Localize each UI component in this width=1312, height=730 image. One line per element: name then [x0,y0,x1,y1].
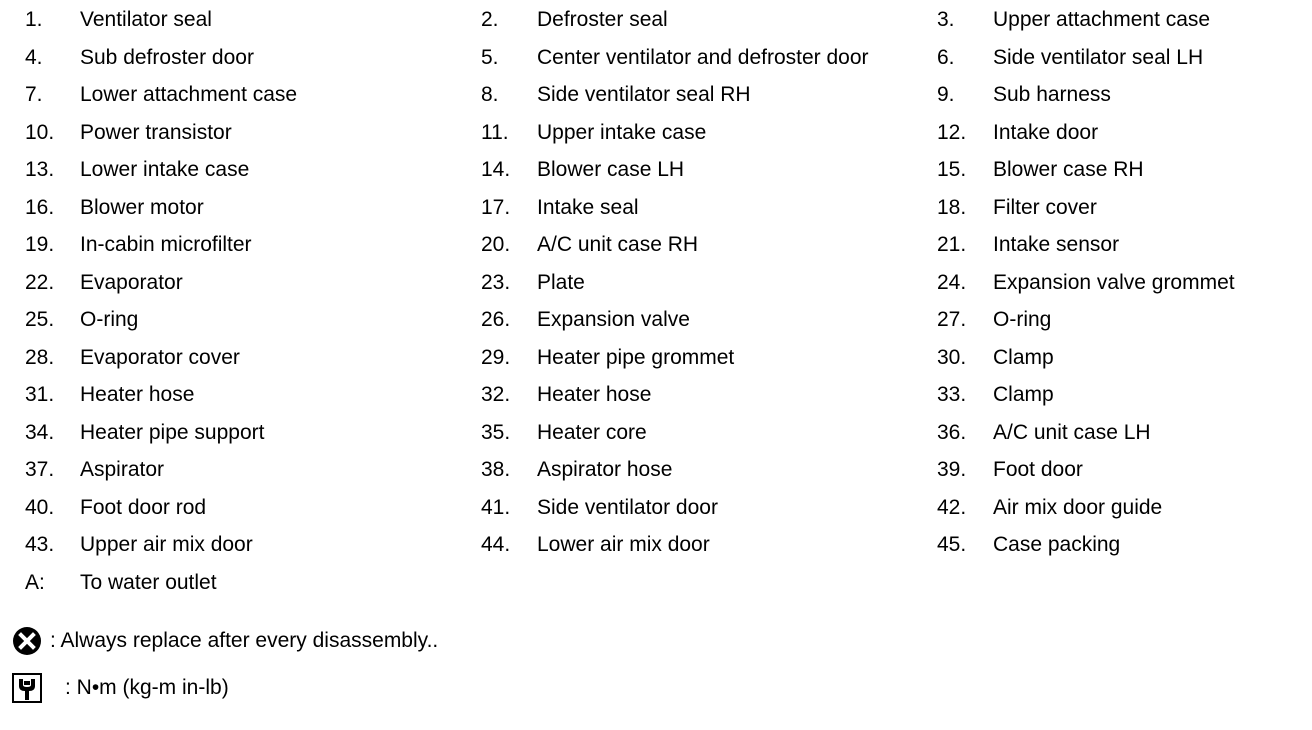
legend-item-number: 19. [25,233,55,256]
legend-item-number: 16. [25,195,55,219]
legend-item-number: 34. [25,420,55,444]
legend-item-label: Filter cover [993,195,1097,219]
legend-item-number: 42. [937,495,967,519]
note-replace-text: : Always replace after every disassembly.. [50,629,439,652]
legend-item-number: 15. [937,158,967,181]
legend-item-label: Evaporator [80,270,183,294]
legend-item-number: 44. [481,533,511,556]
legend-item-label: Aspirator [80,458,165,481]
torque-wrench-icon [12,673,42,703]
legend-item-number: 9. [937,83,955,106]
legend-item-label: Sub harness [993,83,1111,106]
legend-item-number: 27. [937,308,967,331]
legend-item-number: A: [25,570,45,594]
legend-item-label: Upper attachment case [993,8,1211,31]
legend-item-number: 20. [481,233,511,256]
legend-item-label: Aspirator hose [537,458,673,481]
legend-item-label: Expansion valve grommet [993,270,1235,294]
legend-item-label: Heater pipe support [80,420,265,444]
legend-item-label: Intake door [993,120,1099,144]
legend-item-number: 41. [481,495,511,519]
legend-item-label: Ventilator seal [80,8,212,31]
legend-item-label: Heater hose [80,383,195,406]
legend-item-label: Plate [537,270,585,294]
legend-item-label: To water outlet [80,570,217,594]
legend-item-label: Case packing [993,533,1121,556]
legend-item-number: 18. [937,195,967,219]
legend-item-number: 36. [937,420,967,444]
legend-item-number: 45. [937,533,967,556]
legend-item-label: Lower air mix door [537,533,710,556]
legend-item-number: 25. [25,308,55,331]
legend-item-label: A/C unit case LH [993,420,1151,444]
legend-item-number: 38. [481,458,511,481]
legend-item-number: 24. [937,270,967,294]
legend-item-number: 12. [937,120,967,144]
legend-item-label: O-ring [80,308,139,331]
legend-item-number: 1. [25,8,43,31]
replace-part-icon [12,626,42,656]
legend-item-label: Upper intake case [537,120,707,144]
legend-item-number: 33. [937,383,967,406]
legend-item-label: Lower intake case [80,158,250,181]
legend-item-label: Air mix door guide [993,495,1163,519]
legend-item-label: Power transistor [80,120,232,144]
legend-item-number: 37. [25,458,55,481]
legend-item-number: 2. [481,8,499,31]
legend-item-label: Blower case RH [993,158,1144,181]
legend-item-number: 7. [25,83,43,106]
legend-item-number: 39. [937,458,967,481]
legend-item-number: 43. [25,533,55,556]
legend-item-number: 10. [25,120,55,144]
legend-item-number: 22. [25,270,55,294]
legend-item-number: 13. [25,158,55,181]
legend-item-label: Expansion valve [537,308,690,331]
legend-item-number: 40. [25,495,55,519]
legend-item-label: Clamp [993,345,1054,369]
legend-item-label: Sub defroster door [80,45,254,69]
legend-item-label: Center ventilator and defroster door [537,45,869,69]
legend-item-label: Heater core [537,420,647,444]
legend-item-label: Foot door [993,458,1083,481]
legend-item-label: In-cabin microfilter [80,233,252,256]
legend-item-number: 26. [481,308,511,331]
legend-item-number: 17. [481,195,511,219]
legend-item-number: 23. [481,270,511,294]
legend-item-number: 4. [25,45,43,69]
legend-item-number: 3. [937,8,955,31]
legend-item-number: 8. [481,83,499,106]
legend-item-label: O-ring [993,308,1052,331]
legend-item-label: Heater hose [537,383,652,406]
legend-item-label: Clamp [993,383,1054,406]
legend-item-number: 6. [937,45,955,69]
legend-item-number: 21. [937,233,967,256]
legend-item-number: 14. [481,158,511,181]
legend-item-label: Blower motor [80,195,204,219]
legend-item-label: Heater pipe grommet [537,345,735,369]
legend-item-label: Side ventilator seal RH [537,83,751,106]
legend-item-label: Side ventilator door [537,495,718,519]
legend-item-label: Intake sensor [993,233,1120,256]
legend-item-label: Intake seal [537,195,639,219]
note-torque-text: : N•m (kg-m in-lb) [65,676,229,699]
legend-item-number: 30. [937,345,967,369]
legend-item-label: Side ventilator seal LH [993,45,1204,69]
legend-item-number: 29. [481,345,511,369]
legend-item-label: Blower case LH [537,158,685,181]
legend-item-number: 31. [25,383,55,406]
legend-item-number: 11. [481,120,509,144]
legend-item-label: Evaporator cover [80,345,240,369]
legend-item-label: Lower attachment case [80,83,298,106]
legend-item-number: 32. [481,383,511,406]
legend-item-number: 5. [481,45,499,69]
legend-item-label: Upper air mix door [80,533,253,556]
legend-item-number: 35. [481,420,511,444]
legend-item-label: Foot door rod [80,495,207,519]
legend-item-number: 28. [25,345,55,369]
legend-item-label: A/C unit case RH [537,233,699,256]
legend-item-label: Defroster seal [537,8,668,31]
